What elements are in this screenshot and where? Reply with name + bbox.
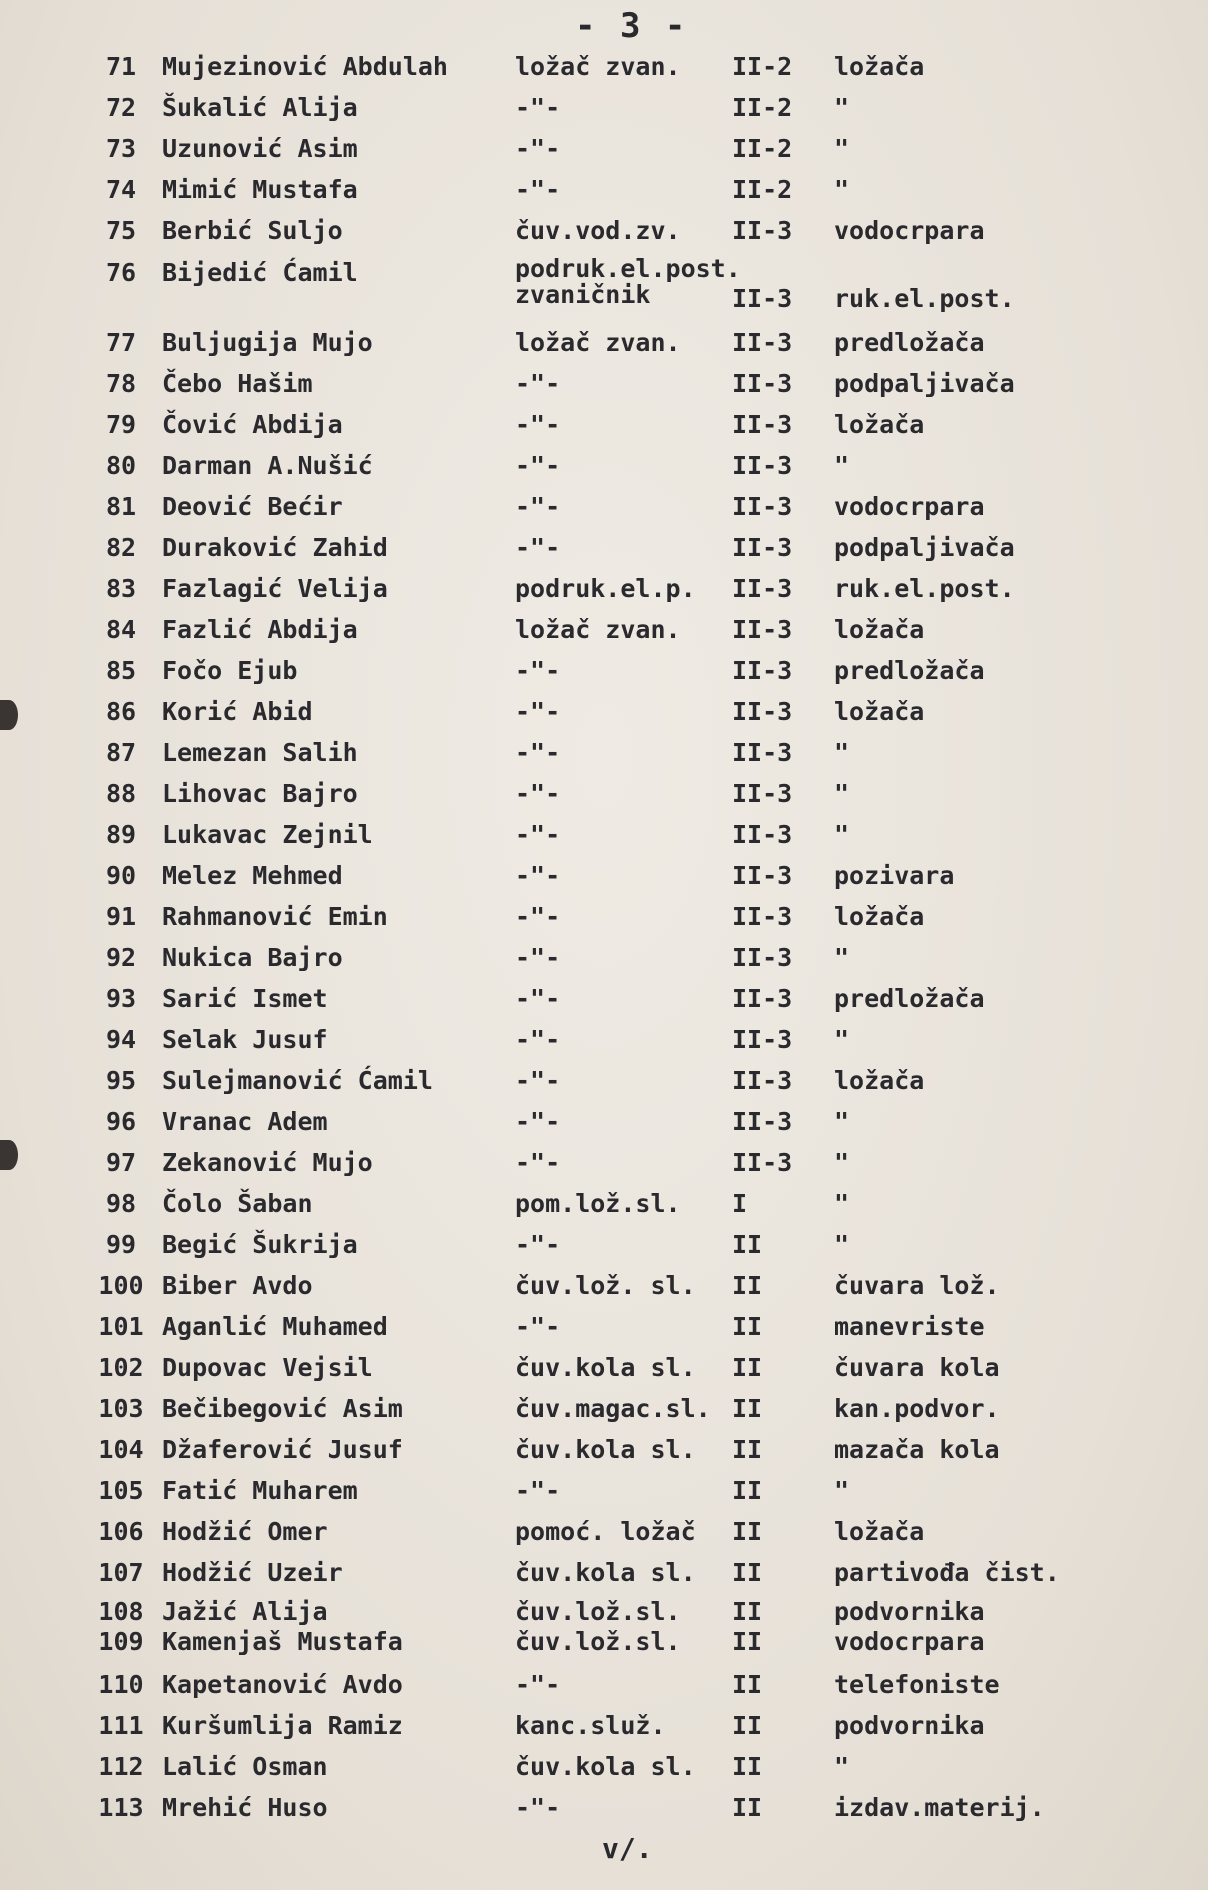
row-number: 89 xyxy=(105,820,137,849)
row-number: 100 xyxy=(98,1271,144,1300)
table-row xyxy=(0,1793,1208,1833)
employee-title: ložač zvan. xyxy=(515,52,681,81)
employee-grade: II-3 xyxy=(732,902,793,931)
employee-title: podruk.el.p. xyxy=(515,574,696,603)
row-number: 88 xyxy=(105,779,137,808)
row-number: 105 xyxy=(98,1476,144,1505)
employee-title: -"- xyxy=(515,943,561,972)
table-row xyxy=(0,779,1208,819)
employee-name: Mrehić Huso xyxy=(162,1793,328,1822)
employee-grade: II-2 xyxy=(732,52,793,81)
row-number: 104 xyxy=(98,1435,144,1464)
table-row xyxy=(0,861,1208,901)
employee-name: Jažić Alija xyxy=(162,1597,328,1626)
employee-position: telefoniste xyxy=(834,1670,1000,1699)
row-number: 82 xyxy=(105,533,137,562)
employee-title: čuv.magac.sl. xyxy=(515,1394,711,1423)
employee-title: -"- xyxy=(515,738,561,767)
employee-name: Hodžić Omer xyxy=(162,1517,328,1546)
employee-name: Hodžić Uzeir xyxy=(162,1558,343,1587)
employee-title: čuv.kola sl. xyxy=(515,1558,696,1587)
table-row xyxy=(0,134,1208,174)
table-row xyxy=(0,328,1208,368)
employee-position: ložača xyxy=(834,410,925,439)
employee-name: Bijedić Ćamil xyxy=(162,258,358,287)
employee-grade: II xyxy=(732,1517,763,1546)
row-number: 98 xyxy=(105,1189,137,1218)
employee-title: -"- xyxy=(515,369,561,398)
employee-name: Čolo Šaban xyxy=(162,1189,313,1218)
employee-grade: II-2 xyxy=(732,134,793,163)
employee-position: čuvara kola xyxy=(834,1353,1000,1382)
employee-title: -"- xyxy=(515,820,561,849)
table-row xyxy=(0,1189,1208,1229)
row-number: 86 xyxy=(105,697,137,726)
row-number: 112 xyxy=(98,1752,144,1781)
employee-grade: II-2 xyxy=(732,93,793,122)
employee-grade: II-3 xyxy=(732,738,793,767)
table-row xyxy=(0,1752,1208,1792)
employee-title: -"- xyxy=(515,410,561,439)
row-number: 71 xyxy=(105,52,137,81)
row-number: 101 xyxy=(98,1312,144,1341)
table-row xyxy=(0,492,1208,532)
table-row xyxy=(0,656,1208,696)
row-number: 80 xyxy=(105,451,137,480)
row-number: 108 xyxy=(98,1597,144,1626)
table-row xyxy=(0,738,1208,778)
table-row xyxy=(0,1517,1208,1557)
employee-position: " xyxy=(834,738,850,767)
employee-title: -"- xyxy=(515,1476,561,1505)
employee-title: -"- xyxy=(515,1793,561,1822)
table-row xyxy=(0,820,1208,860)
employee-title: čuv.kola sl. xyxy=(515,1435,696,1464)
employee-title: čuv.kola sl. xyxy=(515,1353,696,1382)
employee-position: podvornika xyxy=(834,1711,985,1740)
employee-title: -"- xyxy=(515,1066,561,1095)
employee-grade: II-3 xyxy=(732,984,793,1013)
employee-name: Berbić Suljo xyxy=(162,216,343,245)
employee-name: Fazlić Abdija xyxy=(162,615,358,644)
employee-title: kanc.služ. xyxy=(515,1711,666,1740)
table-row xyxy=(0,1230,1208,1270)
employee-title: pomoć. ložač xyxy=(515,1517,696,1546)
employee-title: -"- xyxy=(515,1107,561,1136)
employee-title: -"- xyxy=(515,492,561,521)
table-row xyxy=(0,1025,1208,1065)
employee-grade: II-3 xyxy=(732,533,793,562)
employee-name: Kamenjaš Mustafa xyxy=(162,1627,403,1656)
employee-position: " xyxy=(834,1476,850,1505)
employee-position: " xyxy=(834,1189,850,1218)
employee-name: Lukavac Zejnil xyxy=(162,820,373,849)
row-number: 109 xyxy=(98,1627,144,1656)
employee-title: ložač zvan. xyxy=(515,615,681,644)
employee-name: Dupovac Vejsil xyxy=(162,1353,373,1382)
table-row xyxy=(0,451,1208,491)
employee-grade: II-3 xyxy=(732,451,793,480)
employee-title: ložač zvan. xyxy=(515,328,681,357)
table-row xyxy=(0,1711,1208,1751)
employee-name: Lalić Osman xyxy=(162,1752,328,1781)
employee-name: Begić Šukrija xyxy=(162,1230,358,1259)
employee-position: " xyxy=(834,451,850,480)
employee-grade: II xyxy=(732,1312,763,1341)
table-row xyxy=(0,615,1208,655)
employee-position: ložača xyxy=(834,52,925,81)
employee-position: mazača kola xyxy=(834,1435,1000,1464)
row-number: 78 xyxy=(105,369,137,398)
employee-grade: II-3 xyxy=(732,284,793,313)
employee-position: predložača xyxy=(834,984,985,1013)
employee-grade: II xyxy=(732,1476,763,1505)
employee-name: Nukica Bajro xyxy=(162,943,343,972)
employee-name: Kapetanović Avdo xyxy=(162,1670,403,1699)
employee-position: " xyxy=(834,820,850,849)
employee-position: " xyxy=(834,1230,850,1259)
row-number: 85 xyxy=(105,656,137,685)
row-number: 103 xyxy=(98,1394,144,1423)
employee-grade: II-3 xyxy=(732,1148,793,1177)
row-number: 96 xyxy=(105,1107,137,1136)
table-row xyxy=(0,574,1208,614)
employee-name: Darman A.Nušić xyxy=(162,451,373,480)
employee-title: -"- xyxy=(515,1025,561,1054)
employee-grade: II-3 xyxy=(732,1025,793,1054)
employee-title: čuv.lož. sl. xyxy=(515,1271,696,1300)
table-row xyxy=(0,254,1208,313)
employee-name: Šukalić Alija xyxy=(162,93,358,122)
employee-name: Bečibegović Asim xyxy=(162,1394,403,1423)
employee-name: Lemezan Salih xyxy=(162,738,358,767)
employee-name: Čebo Hašim xyxy=(162,369,313,398)
employee-position: kan.podvor. xyxy=(834,1394,1000,1423)
employee-grade: II xyxy=(732,1711,763,1740)
employee-title: čuv.lož.sl. xyxy=(515,1597,681,1626)
row-number: 110 xyxy=(98,1670,144,1699)
row-number: 77 xyxy=(105,328,137,357)
employee-title: podruk.el.post. zvaničnik xyxy=(515,254,741,309)
row-number: 84 xyxy=(105,615,137,644)
employee-name: Sarić Ismet xyxy=(162,984,328,1013)
employee-grade: II xyxy=(732,1597,763,1626)
employee-position: ložača xyxy=(834,1066,925,1095)
table-row xyxy=(0,175,1208,215)
employee-name: Korić Abid xyxy=(162,697,313,726)
employee-name: Sulejmanović Ćamil xyxy=(162,1066,433,1095)
table-row xyxy=(0,52,1208,92)
employee-grade: II-3 xyxy=(732,328,793,357)
employee-title: -"- xyxy=(515,175,561,204)
employee-grade: II xyxy=(732,1230,763,1259)
employee-title: pom.lož.sl. xyxy=(515,1189,681,1218)
employee-name: Mujezinović Abdulah xyxy=(162,52,448,81)
employee-name: Biber Avdo xyxy=(162,1271,313,1300)
employee-position: vodocrpara xyxy=(834,1627,985,1656)
employee-name: Zekanović Mujo xyxy=(162,1148,373,1177)
row-number: 94 xyxy=(105,1025,137,1054)
employee-position: manevriste xyxy=(834,1312,985,1341)
row-number: 73 xyxy=(105,134,137,163)
employee-grade: II-3 xyxy=(732,779,793,808)
employee-name: Fazlagić Velija xyxy=(162,574,388,603)
continuation-mark: v/. xyxy=(602,1832,653,1865)
employee-position: predložača xyxy=(834,656,985,685)
employee-title: čuv.lož.sl. xyxy=(515,1627,681,1656)
employee-grade: II xyxy=(732,1627,763,1656)
employee-grade: II-3 xyxy=(732,861,793,890)
row-number: 91 xyxy=(105,902,137,931)
employee-title: -"- xyxy=(515,1148,561,1177)
employee-position: ložača xyxy=(834,1517,925,1546)
employee-title: -"- xyxy=(515,1312,561,1341)
row-number: 102 xyxy=(98,1353,144,1382)
employee-title: -"- xyxy=(515,1670,561,1699)
employee-position: vodocrpara xyxy=(834,216,985,245)
row-number: 97 xyxy=(105,1148,137,1177)
employee-name: Aganlić Muhamed xyxy=(162,1312,388,1341)
employee-name: Deović Bećir xyxy=(162,492,343,521)
row-number: 107 xyxy=(98,1558,144,1587)
row-number: 90 xyxy=(105,861,137,890)
employee-grade: II-3 xyxy=(732,369,793,398)
employee-name: Mimić Mustafa xyxy=(162,175,358,204)
employee-position: ruk.el.post. xyxy=(834,284,1015,313)
employee-name: Uzunović Asim xyxy=(162,134,358,163)
employee-title: -"- xyxy=(515,134,561,163)
employee-grade: II xyxy=(732,1394,763,1423)
employee-grade: II xyxy=(732,1793,763,1822)
table-row xyxy=(0,533,1208,573)
employee-title: -"- xyxy=(515,902,561,931)
row-number: 81 xyxy=(105,492,137,521)
employee-position: " xyxy=(834,134,850,163)
employee-grade: II-3 xyxy=(732,1066,793,1095)
employee-grade: II-3 xyxy=(732,492,793,521)
employee-title: čuv.vod.zv. xyxy=(515,216,681,245)
employee-name: Duraković Zahid xyxy=(162,533,388,562)
employee-position: " xyxy=(834,175,850,204)
employee-position: " xyxy=(834,1025,850,1054)
employee-grade: II-3 xyxy=(732,943,793,972)
row-number: 87 xyxy=(105,738,137,767)
employee-position: podpaljivača xyxy=(834,369,1015,398)
employee-position: podvornika xyxy=(834,1597,985,1626)
row-number: 74 xyxy=(105,175,137,204)
row-number: 95 xyxy=(105,1066,137,1095)
employee-position: podpaljivača xyxy=(834,533,1015,562)
employee-name: Čović Abdija xyxy=(162,410,343,439)
employee-position: čuvara lož. xyxy=(834,1271,1000,1300)
employee-grade: II-3 xyxy=(732,697,793,726)
table-row xyxy=(0,1394,1208,1434)
row-number: 111 xyxy=(98,1711,144,1740)
employee-name: Rahmanović Emin xyxy=(162,902,388,931)
employee-grade: II-3 xyxy=(732,656,793,685)
employee-title: -"- xyxy=(515,533,561,562)
employee-grade: II-3 xyxy=(732,820,793,849)
row-number: 75 xyxy=(105,216,137,245)
employee-title: -"- xyxy=(515,861,561,890)
row-number: 76 xyxy=(105,258,137,287)
table-row xyxy=(0,697,1208,737)
table-row xyxy=(0,1627,1208,1667)
employee-title: -"- xyxy=(515,656,561,685)
table-row xyxy=(0,1066,1208,1106)
employee-name: Selak Jusuf xyxy=(162,1025,328,1054)
table-row xyxy=(0,369,1208,409)
employee-grade: II-3 xyxy=(732,1107,793,1136)
employee-title: -"- xyxy=(515,697,561,726)
row-number: 93 xyxy=(105,984,137,1013)
employee-name: Buljugija Mujo xyxy=(162,328,373,357)
table-row xyxy=(0,1312,1208,1352)
employee-title: -"- xyxy=(515,984,561,1013)
row-number: 72 xyxy=(105,93,137,122)
employee-position: ruk.el.post. xyxy=(834,574,1015,603)
employee-grade: II xyxy=(732,1435,763,1464)
employee-position: predložača xyxy=(834,328,985,357)
employee-title: -"- xyxy=(515,779,561,808)
employee-name: Melez Mehmed xyxy=(162,861,343,890)
employee-name: Fatić Muharem xyxy=(162,1476,358,1505)
table-row xyxy=(0,1670,1208,1710)
employee-position: ložača xyxy=(834,902,925,931)
employee-grade: I xyxy=(732,1189,748,1218)
employee-title: -"- xyxy=(515,451,561,480)
employee-grade: II xyxy=(732,1752,763,1781)
employee-name: Lihovac Bajro xyxy=(162,779,358,808)
employee-title: čuv.kola sl. xyxy=(515,1752,696,1781)
employee-title: -"- xyxy=(515,1230,561,1259)
employee-name: Džaferović Jusuf xyxy=(162,1435,403,1464)
employee-position: vodocrpara xyxy=(834,492,985,521)
employee-position: " xyxy=(834,779,850,808)
row-number: 99 xyxy=(105,1230,137,1259)
employee-grade: II xyxy=(732,1670,763,1699)
employee-grade: II-3 xyxy=(732,410,793,439)
row-number: 113 xyxy=(98,1793,144,1822)
employee-position: izdav.materij. xyxy=(834,1793,1045,1822)
employee-grade: II xyxy=(732,1271,763,1300)
table-row xyxy=(0,1435,1208,1475)
row-number: 106 xyxy=(98,1517,144,1546)
employee-position: " xyxy=(834,1107,850,1136)
table-row xyxy=(0,1476,1208,1516)
employee-position: pozivara xyxy=(834,861,955,890)
table-row xyxy=(0,1107,1208,1147)
table-row xyxy=(0,1148,1208,1188)
employee-title: -"- xyxy=(515,93,561,122)
row-number: 79 xyxy=(105,410,137,439)
employee-name: Vranac Adem xyxy=(162,1107,328,1136)
employee-grade: II xyxy=(732,1353,763,1382)
employee-position: ložača xyxy=(834,615,925,644)
employee-position: partivođa čist. xyxy=(834,1558,1060,1587)
row-number: 83 xyxy=(105,574,137,603)
employee-grade: II-3 xyxy=(732,615,793,644)
table-row xyxy=(0,943,1208,983)
table-row xyxy=(0,902,1208,942)
employee-position: " xyxy=(834,943,850,972)
row-number: 92 xyxy=(105,943,137,972)
table-row xyxy=(0,1353,1208,1393)
employee-grade: II xyxy=(732,1558,763,1587)
employee-name: Fočo Ejub xyxy=(162,656,298,685)
employee-grade: II-3 xyxy=(732,574,793,603)
employee-position: " xyxy=(834,1148,850,1177)
table-row xyxy=(0,93,1208,133)
employee-grade: II-2 xyxy=(732,175,793,204)
table-row xyxy=(0,216,1208,256)
employee-position: ložača xyxy=(834,697,925,726)
employee-grade: II-3 xyxy=(732,216,793,245)
employee-position: " xyxy=(834,1752,850,1781)
employee-name: Kuršumlija Ramiz xyxy=(162,1711,403,1740)
page-number: - 3 - xyxy=(575,6,688,46)
table-row xyxy=(0,984,1208,1024)
table-row xyxy=(0,1271,1208,1311)
table-row xyxy=(0,1558,1208,1598)
table-row xyxy=(0,410,1208,450)
employee-position: " xyxy=(834,93,850,122)
